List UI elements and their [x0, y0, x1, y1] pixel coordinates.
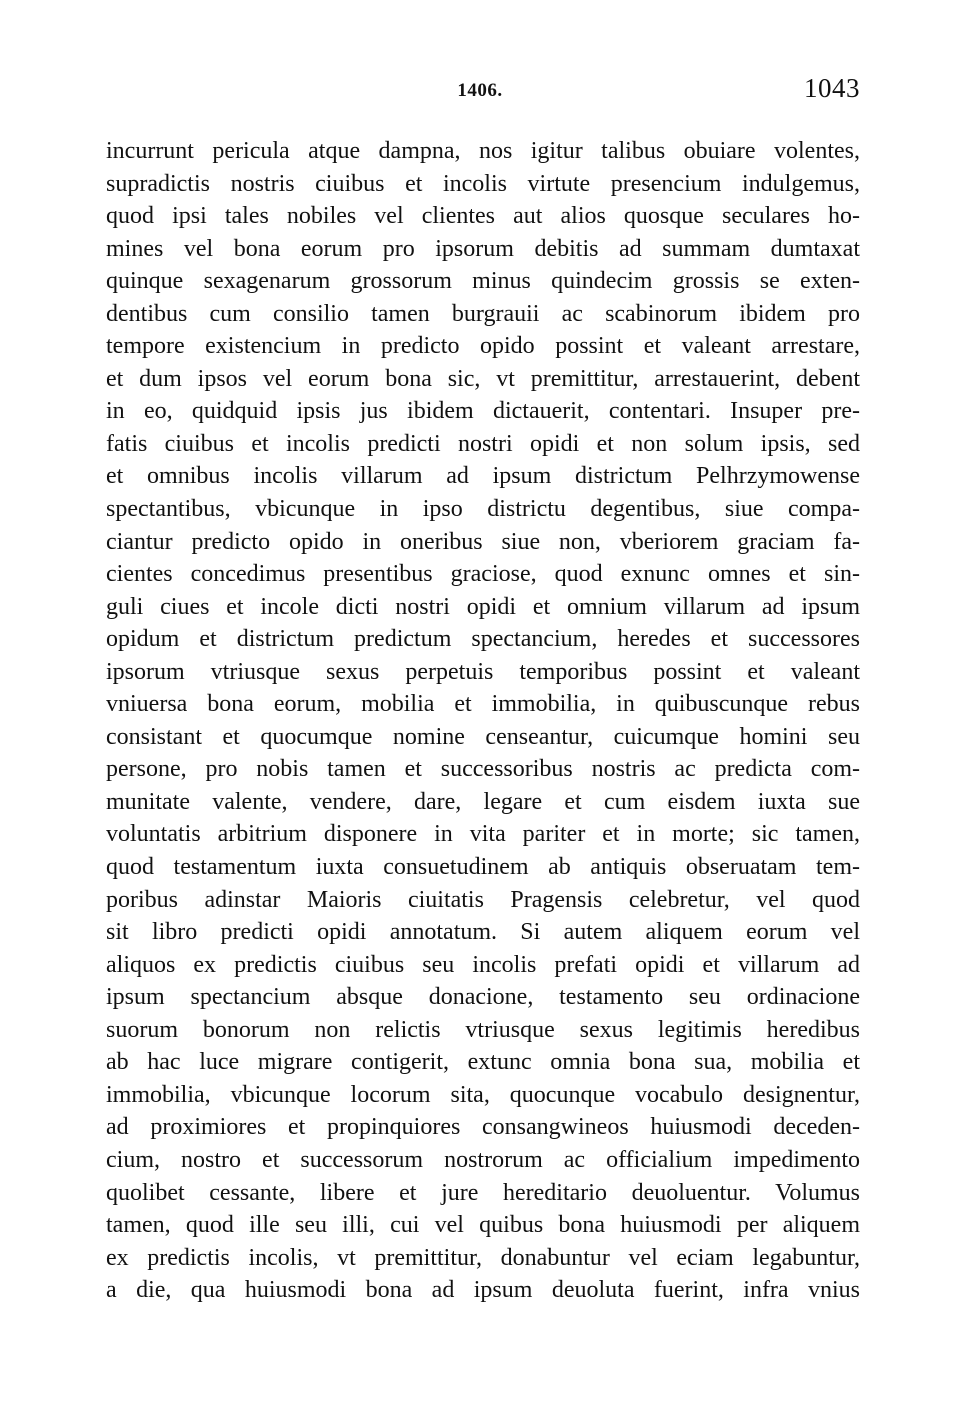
text-line: vniuersa bona eorum, mobilia et immobilia, in quibuscunque rebus	[106, 691, 860, 718]
text-line: opidum et districtum predictum spectancium, heredes et successores	[106, 626, 860, 653]
page-number: 1043	[804, 73, 860, 103]
text-line: cientes concedimus presentibus graciose, quod exnunc omnes et sin-	[106, 561, 860, 588]
text-line: ipsorum vtriusque sexus perpetuis temporibus possint et valeant	[106, 658, 860, 685]
text-line: et dum ipsos vel eorum bona sic, vt premittitur, arrestauerint, debent	[106, 365, 860, 392]
text-line: cium, nostro et successorum nostrorum ac officialium impedimento	[106, 1146, 860, 1173]
text-line: quolibet cessante, libere et jure hereditario deuoluentur. Volumus	[106, 1179, 860, 1206]
text-line: mines vel bona eorum pro ipsorum debitis ad summam dumtaxat	[106, 235, 860, 262]
text-line: a die, qua huiusmodi bona ad ipsum deuoluta fuerint, infra vnius	[106, 1277, 860, 1304]
text-line: guli ciues et incole dicti nostri opidi et omnium villarum ad ipsum	[106, 593, 860, 620]
text-line: ex predictis incolis, vt premittitur, donabuntur vel eciam legabuntur,	[106, 1244, 860, 1271]
text-line: quod ipsi tales nobiles vel clientes aut alios quosque seculares ho-	[106, 203, 860, 230]
text-line: ad proximiores et propinquiores consangwineos huiusmodi deceden-	[106, 1114, 860, 1141]
running-header-year: 1406.	[457, 80, 503, 101]
text-line: quinque sexagenarum grossorum minus quindecim grossis se exten-	[106, 268, 860, 295]
text-line: fatis ciuibus et incolis predicti nostri opidi et non solum ipsis, sed	[106, 430, 860, 457]
text-line: consistant et quocumque nomine censeantur, cuicumque homini seu	[106, 723, 860, 750]
text-line: poribus adinstar Maioris ciuitatis Pragensis celebretur, vel quod	[106, 886, 860, 913]
text-line: dentibus cum consilio tamen burgrauii ac scabinorum ibidem pro	[106, 300, 860, 327]
text-line: immobilia, vbicunque locorum sita, quocunque vocabulo designentur,	[106, 1081, 860, 1108]
text-line: persone, pro nobis tamen et successoribus nostris ac predicta com-	[106, 756, 860, 783]
text-line: suorum bonorum non relictis vtriusque sexus legitimis heredibus	[106, 1016, 860, 1043]
text-line: tamen, quod ille seu illi, cui vel quibus bona huiusmodi per aliquem	[106, 1212, 860, 1239]
text-line: tempore existencium in predicto opido possint et valeant arrestare,	[106, 333, 860, 360]
body-text	[106, 135, 860, 1307]
text-line: munitate valente, vendere, dare, legare et cum eisdem iuxta sue	[106, 788, 860, 815]
text-line: voluntatis arbitrium disponere in vita pariter et in morte; sic tamen,	[106, 821, 860, 848]
text-line: ab hac luce migrare contigerit, extunc omnia bona sua, mobilia et	[106, 1049, 860, 1076]
text-line: ipsum spectancium absque donacione, testamento seu ordinacione	[106, 984, 860, 1011]
text-line: supradictis nostris ciuibus et incolis virtute presencium indulgemus,	[106, 170, 860, 197]
text-line: spectantibus, vbicunque in ipso districtu degentibus, siue compa-	[106, 496, 860, 523]
text-line: quod testamentum iuxta consuetudinem ab antiquis obseruatam tem-	[106, 854, 860, 881]
text-line: aliquos ex predictis ciuibus seu incolis prefati opidi et villarum ad	[106, 951, 860, 978]
text-line: sit libro predicti opidi annotatum. Si autem aliquem eorum vel	[106, 919, 860, 946]
text-line: et omnibus incolis villarum ad ipsum districtum Pelhrzymowense	[106, 463, 860, 490]
text-line: ciantur predicto opido in oneribus siue non, vberiorem graciam fa-	[106, 528, 860, 555]
text-line: in eo, quidquid ipsis jus ibidem dictauerit, contentari. Insuper pre-	[106, 398, 860, 425]
text-line: incurrunt pericula atque dampna, nos igitur talibus obuiare volentes,	[106, 138, 860, 164]
